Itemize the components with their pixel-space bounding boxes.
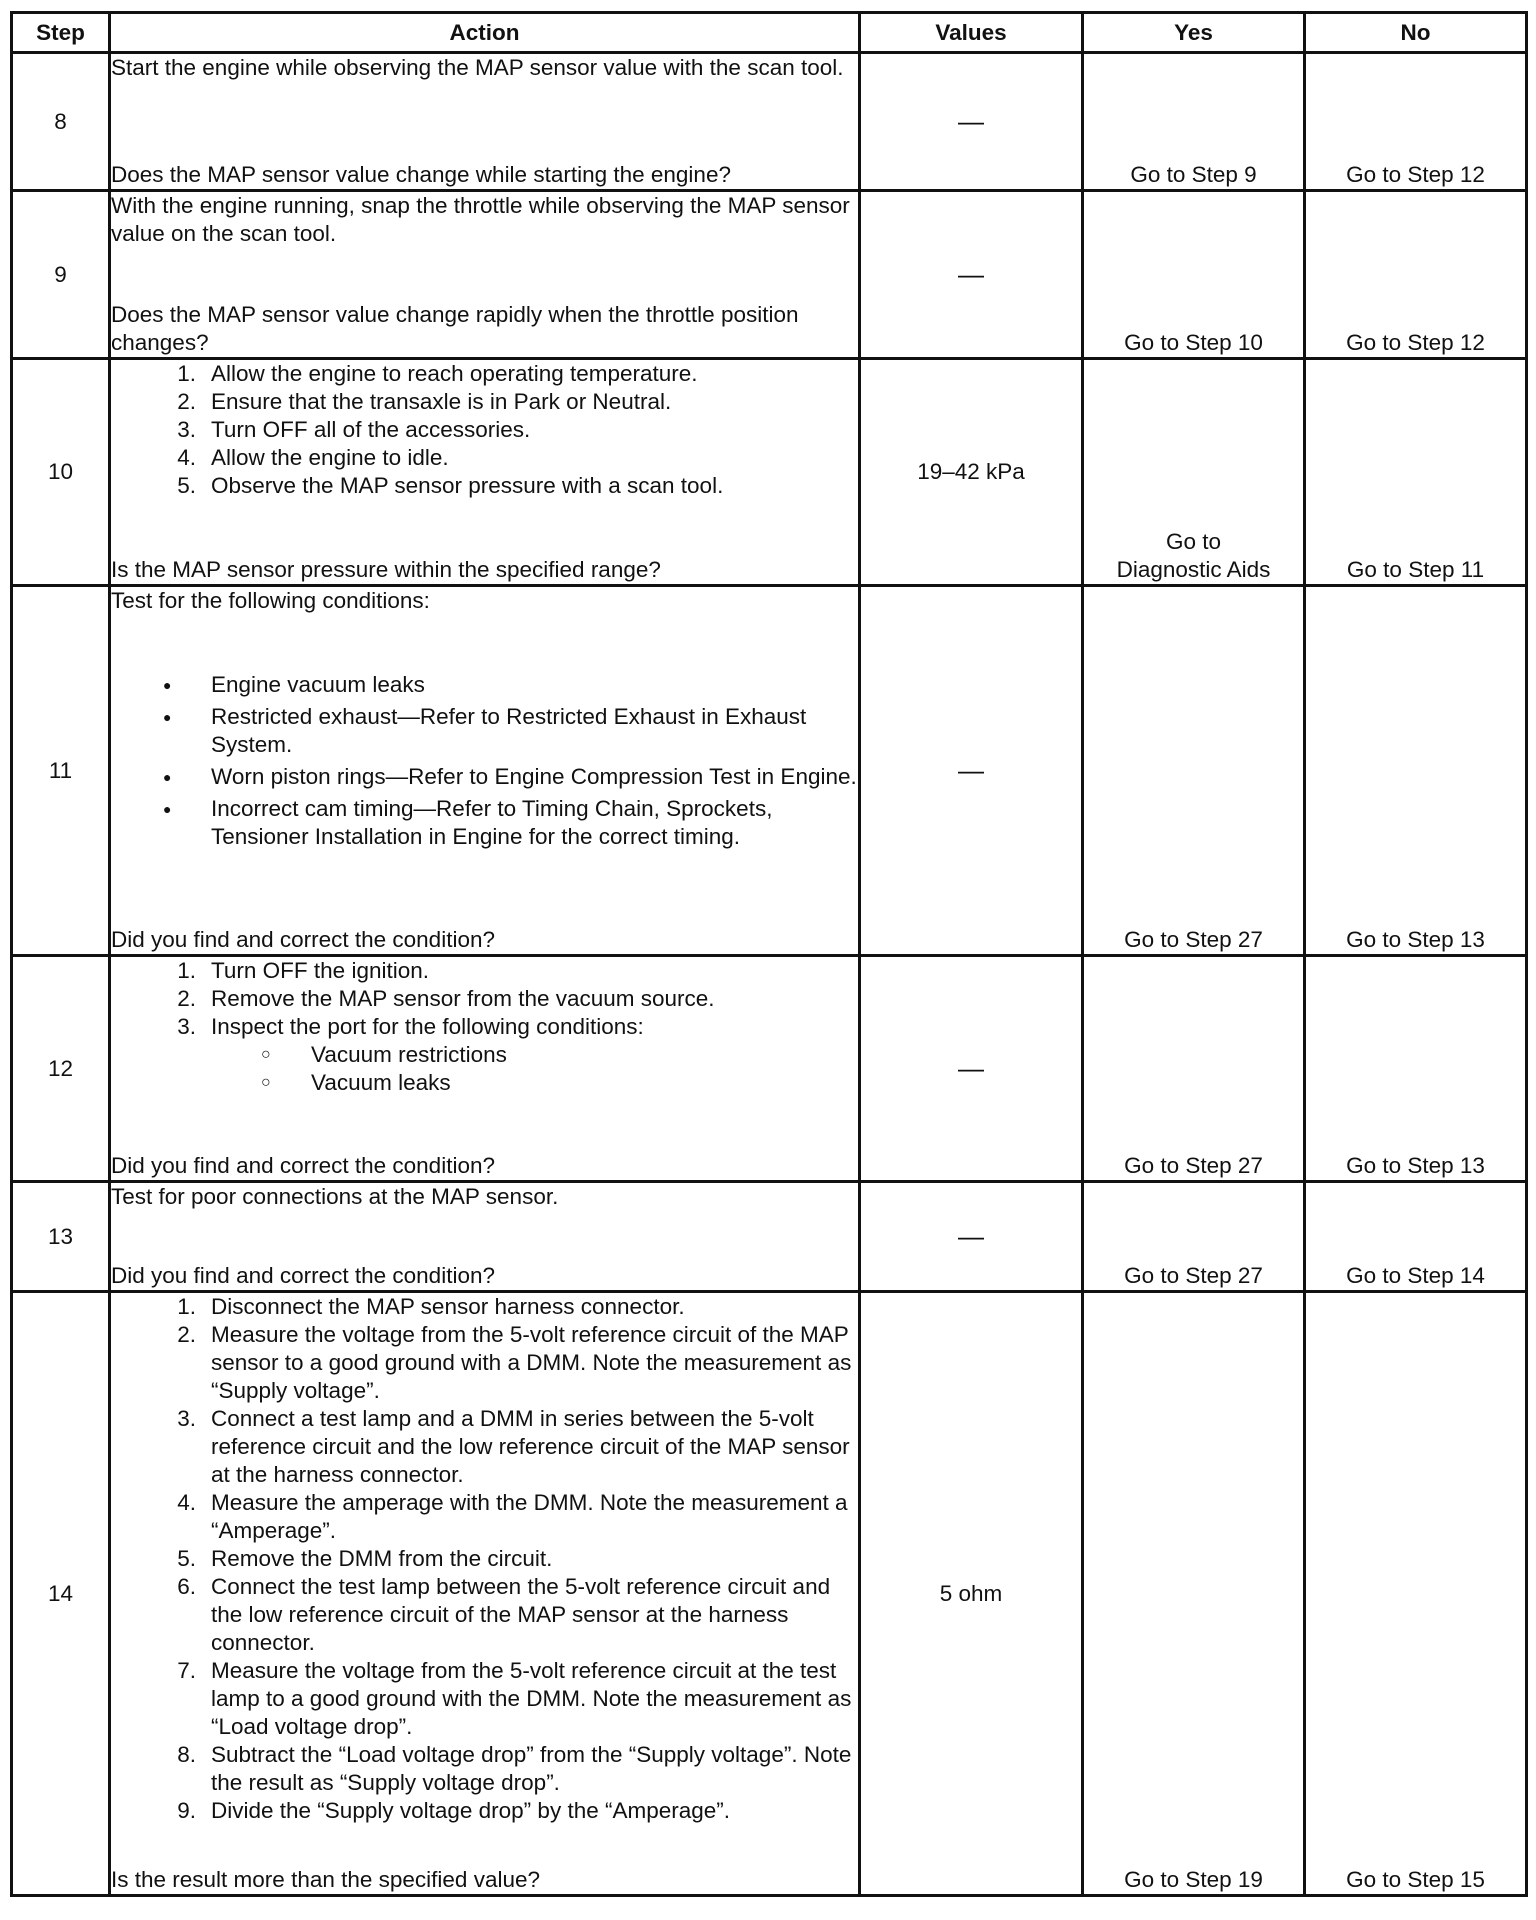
action-question: Did you find and correct the condition? xyxy=(111,1263,495,1288)
action-step-item: Remove the MAP sensor from the vacuum source. xyxy=(211,986,715,1011)
yes-text: Go to Diagnostic Aids xyxy=(1116,529,1271,582)
condition-bullets xyxy=(111,671,858,855)
action-step-item xyxy=(211,1013,858,1097)
value-cell xyxy=(860,359,1083,586)
table-row-step-14 xyxy=(12,1292,1527,1896)
action-step-item: Remove the DMM from the circuit. xyxy=(211,1546,553,1571)
step-number: 14 xyxy=(12,1292,110,1896)
step-number: 9 xyxy=(12,191,110,359)
header-yes: Yes xyxy=(1083,13,1305,53)
value-cell xyxy=(860,191,1083,359)
value-cell xyxy=(860,53,1083,191)
yes-cell: Go to Step 27 xyxy=(1083,1182,1305,1292)
action-step-item: Turn OFF the ignition. xyxy=(211,958,430,983)
value-text: — xyxy=(958,754,984,785)
no-cell: Go to Step 11 xyxy=(1305,359,1527,586)
sub-conditions xyxy=(211,1041,858,1097)
step-number: 10 xyxy=(12,359,110,586)
step-number: 12 xyxy=(12,956,110,1182)
yes-cell: Go to Step 19 xyxy=(1083,1292,1305,1896)
value-text: — xyxy=(958,258,984,289)
table-row-step-12 xyxy=(12,956,1527,1182)
action-intro: Test for poor connections at the MAP sensor. xyxy=(111,1184,559,1209)
action-step-item: Measure the voltage from the 5-volt reference circuit of the MAP sensor to a good ground with a DMM. Note the measurement as “Supply voltage”. xyxy=(211,1322,852,1403)
value-text: 5 ohm xyxy=(939,1580,1003,1606)
table-row-step-10 xyxy=(12,359,1527,586)
action-question: Is the MAP sensor pressure within the specified range? xyxy=(111,557,661,582)
step-number: 8 xyxy=(12,53,110,191)
action-question: Did you find and correct the condition? xyxy=(111,927,495,952)
action-question: Is the result more than the specified value? xyxy=(111,1867,540,1892)
table-row-step-11 xyxy=(12,586,1527,956)
step-number: 11 xyxy=(12,586,110,956)
value-cell xyxy=(860,956,1083,1182)
action-step-item: Connect a test lamp and a DMM in series between the 5-volt reference circuit and the low reference circuit of the MAP sensor at the harness connector. xyxy=(211,1406,850,1487)
condition-item: ● Incorrect cam timing—Refer to Timing Chain, Sprockets, Tensioner Installation in Engine for the correct timing. xyxy=(211,795,858,851)
action-cell xyxy=(110,586,860,956)
action-cell xyxy=(110,1182,860,1292)
table-row-step-13 xyxy=(12,1182,1527,1292)
action-step-item: Connect the test lamp between the 5-volt reference circuit and the low reference circuit of the MAP sensor at the harness connector. xyxy=(211,1574,831,1655)
condition-item: ● Restricted exhaust—Refer to Restricted Exhaust in Exhaust System. xyxy=(211,703,858,759)
header-no: No xyxy=(1305,13,1527,53)
table-row-step-9 xyxy=(12,191,1527,359)
action-step-item: Disconnect the MAP sensor harness connector. xyxy=(211,1294,685,1319)
action-intro: Start the engine while observing the MAP sensor value with the scan tool. xyxy=(111,55,844,80)
action-cell xyxy=(110,53,860,191)
condition-item: ● Worn piston rings—Refer to Engine Compression Test in Engine. xyxy=(211,763,858,791)
action-intro: Test for the following conditions: xyxy=(111,588,430,613)
action-question: Did you find and correct the condition? xyxy=(111,1153,495,1178)
action-cell xyxy=(110,956,860,1182)
header-step: Step xyxy=(12,13,110,53)
header-values: Values xyxy=(860,13,1083,53)
condition-item: ● Engine vacuum leaks xyxy=(211,671,858,699)
no-cell: Go to Step 14 xyxy=(1305,1182,1527,1292)
action-cell xyxy=(110,1292,860,1896)
action-step-item: Ensure that the transaxle is in Park or Neutral. xyxy=(211,389,672,414)
action-step-item: Allow the engine to idle. xyxy=(211,445,449,470)
action-step-item: Allow the engine to reach operating temperature. xyxy=(211,361,698,386)
diagnostic-table xyxy=(10,11,1528,1897)
no-cell: Go to Step 15 xyxy=(1305,1292,1527,1896)
value-text: — xyxy=(958,1052,984,1083)
action-step-item: Measure the amperage with the DMM. Note the measurement a “Amperage”. xyxy=(211,1490,848,1543)
no-cell: Go to Step 12 xyxy=(1305,53,1527,191)
sub-condition-item: ○ Vacuum restrictions xyxy=(311,1041,858,1069)
action-step-item: Subtract the “Load voltage drop” from the “Supply voltage”. Note the result as “Supply voltage drop”. xyxy=(211,1742,852,1795)
action-step-item: Turn OFF all of the accessories. xyxy=(211,417,531,442)
action-steps xyxy=(111,1293,858,1825)
value-cell xyxy=(860,586,1083,956)
action-question: Does the MAP sensor value change while starting the engine? xyxy=(111,162,731,187)
action-intro: With the engine running, snap the throttle while observing the MAP sensor value on the scan tool. xyxy=(111,193,850,246)
action-question: Does the MAP sensor value change rapidly when the throttle position changes? xyxy=(111,302,799,355)
header-row xyxy=(12,13,1527,53)
action-steps xyxy=(111,957,858,1097)
action-step-item: Divide the “Supply voltage drop” by the “Amperage”. xyxy=(211,1798,731,1823)
step-number: 13 xyxy=(12,1182,110,1292)
value-text: — xyxy=(958,105,984,136)
header-action: Action xyxy=(110,13,860,53)
no-cell: Go to Step 13 xyxy=(1305,586,1527,956)
yes-cell: Go to Step 27 xyxy=(1083,956,1305,1182)
yes-cell: Go to Step 10 xyxy=(1083,191,1305,359)
no-cell: Go to Step 12 xyxy=(1305,191,1527,359)
action-cell xyxy=(110,359,860,586)
action-step-text: Inspect the port for the following conditions: xyxy=(211,1014,644,1039)
table-row-step-8 xyxy=(12,53,1527,191)
sub-condition-item: ○ Vacuum leaks xyxy=(311,1069,858,1097)
yes-cell xyxy=(1083,359,1305,586)
action-step-item: Measure the voltage from the 5-volt reference circuit at the test lamp to a good ground with the DMM. Note the measurement as “Load voltage drop”. xyxy=(211,1658,852,1739)
yes-cell: Go to Step 27 xyxy=(1083,586,1305,956)
value-text: — xyxy=(958,1220,984,1251)
value-cell xyxy=(860,1182,1083,1292)
action-step-item: Observe the MAP sensor pressure with a scan tool. xyxy=(211,473,724,498)
value-cell xyxy=(860,1292,1083,1896)
value-text: 19–42 kPa xyxy=(917,459,1025,484)
action-cell xyxy=(110,191,860,359)
action-steps xyxy=(111,360,858,500)
no-cell: Go to Step 13 xyxy=(1305,956,1527,1182)
yes-cell: Go to Step 9 xyxy=(1083,53,1305,191)
